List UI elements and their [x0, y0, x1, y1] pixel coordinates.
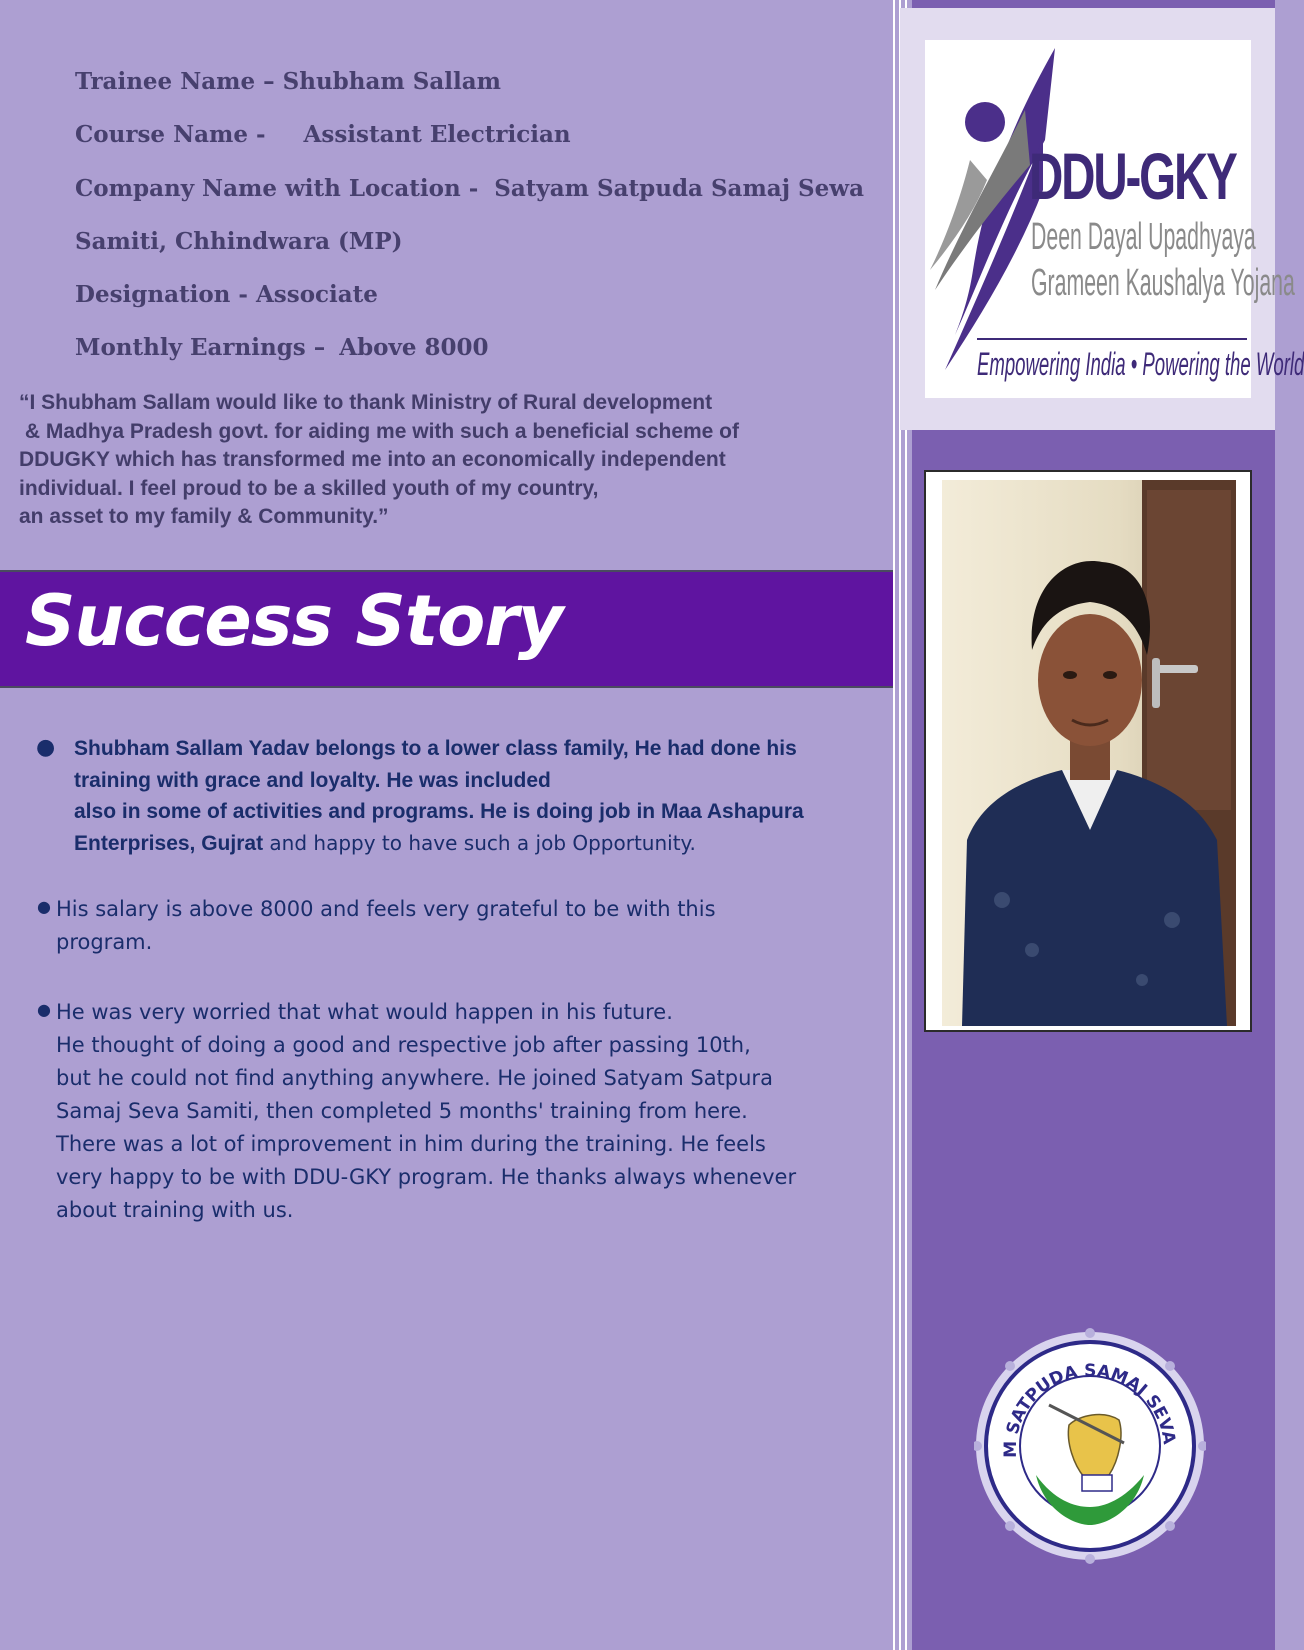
- bullet-line: also in some of activities and programs. He is doing job in Maa Ashapura: [74, 800, 804, 823]
- bullet-line: [74, 828, 804, 860]
- success-story-banner: [0, 570, 893, 688]
- bullet-line: Shubham Sallam Yadav belongs to a lower class family, He had done his: [74, 737, 797, 760]
- earnings-line: [75, 334, 489, 361]
- company-label: Company Name with Location -: [75, 175, 479, 202]
- designation-label: Designation -: [75, 281, 248, 308]
- quote-line: “I Shubham Sallam would like to thank Ministry of Rural development: [19, 391, 713, 414]
- quote-line: an asset to my family & Community.”: [19, 505, 389, 528]
- bullet-line: His salary is above 8000 and feels very grateful to be with this: [56, 897, 716, 921]
- logo-divider: [977, 338, 1247, 340]
- earnings-label: Monthly Earnings –: [75, 334, 326, 361]
- trainee-name-label: Trainee Name –: [75, 68, 275, 95]
- bullet-line: but he could not find anything anywhere. He joined Satyam Satpura: [56, 1066, 773, 1090]
- logo-title: DDU-GKY: [1029, 139, 1236, 213]
- story-bullet-1: [74, 733, 804, 859]
- ddu-gky-logo: [925, 40, 1304, 398]
- bullet-line-normal: and happy to have such a job Opportunity.: [263, 830, 696, 855]
- trainee-photo: [942, 480, 1236, 1026]
- course-name-value: Assistant Electrician: [303, 121, 571, 148]
- bullet-line: very happy to be with DDU-GKY program. He thanks always whenever: [56, 1165, 797, 1189]
- seal-icon: [974, 1325, 1206, 1568]
- company-line: [75, 175, 864, 202]
- bullet-line-bold: Enterprises, Gujrat: [74, 831, 264, 855]
- story-bullet-2: [56, 893, 716, 959]
- trainee-quote: [19, 389, 869, 532]
- designation-line: [75, 281, 378, 308]
- course-name-label: Course Name -: [75, 121, 266, 148]
- story-bullet-3: [56, 996, 796, 1227]
- logo-subtitle: Grameen Kaushalya Yojana: [1031, 262, 1295, 304]
- quote-line: individual. I feel proud to be a skilled youth of my country,: [19, 476, 599, 500]
- logo-subtitle: Deen Dayal Upadhyaya: [1031, 216, 1256, 258]
- seal-text: M SATPUDA SAMAJ SEVA: [1000, 1360, 1179, 1458]
- bullet-line: He thought of doing a good and respective job after passing 10th,: [56, 1033, 751, 1057]
- trainee-name-line: [75, 68, 501, 95]
- designation-value: Associate: [255, 281, 378, 308]
- company-value: Satyam Satpuda Samaj Sewa: [494, 175, 864, 202]
- earnings-value: Above 8000: [339, 334, 489, 361]
- banner-title: Success Story: [25, 580, 563, 662]
- divider-line: [893, 0, 895, 1650]
- bullet-line: He was very worried that what would happen in his future.: [56, 1000, 673, 1024]
- company-value-continued: Samiti, Chhindwara (MP): [75, 228, 403, 255]
- bullet-icon: ●: [37, 1000, 51, 1019]
- bullet-line: There was a lot of improvement in him during the training. He feels: [56, 1132, 766, 1156]
- samiti-seal: [974, 1325, 1206, 1568]
- quote-line: DDUGKY which has transformed me into an economically independent: [19, 448, 726, 471]
- bullet-line: about training with us.: [56, 1198, 294, 1222]
- logo-tagline: Empowering India • Powering the World: [977, 346, 1304, 382]
- course-name-line: [75, 121, 571, 148]
- bullet-line: program.: [56, 930, 153, 954]
- bullet-line: Samaj Seva Samiti, then completed 5 months' training from here.: [56, 1099, 748, 1123]
- quote-line: & Madhya Pradesh govt. for aiding me with such a beneficial scheme of: [19, 419, 739, 443]
- bullet-icon: ●: [37, 897, 51, 916]
- bullet-icon: ●: [36, 735, 56, 760]
- trainee-photo-frame: [924, 470, 1252, 1032]
- company-line-2: [75, 228, 403, 255]
- trainee-name-value: Shubham Sallam: [282, 68, 501, 95]
- bullet-line: training with grace and loyalty. He was included: [74, 768, 551, 792]
- trainee-portrait-icon: [942, 480, 1236, 1026]
